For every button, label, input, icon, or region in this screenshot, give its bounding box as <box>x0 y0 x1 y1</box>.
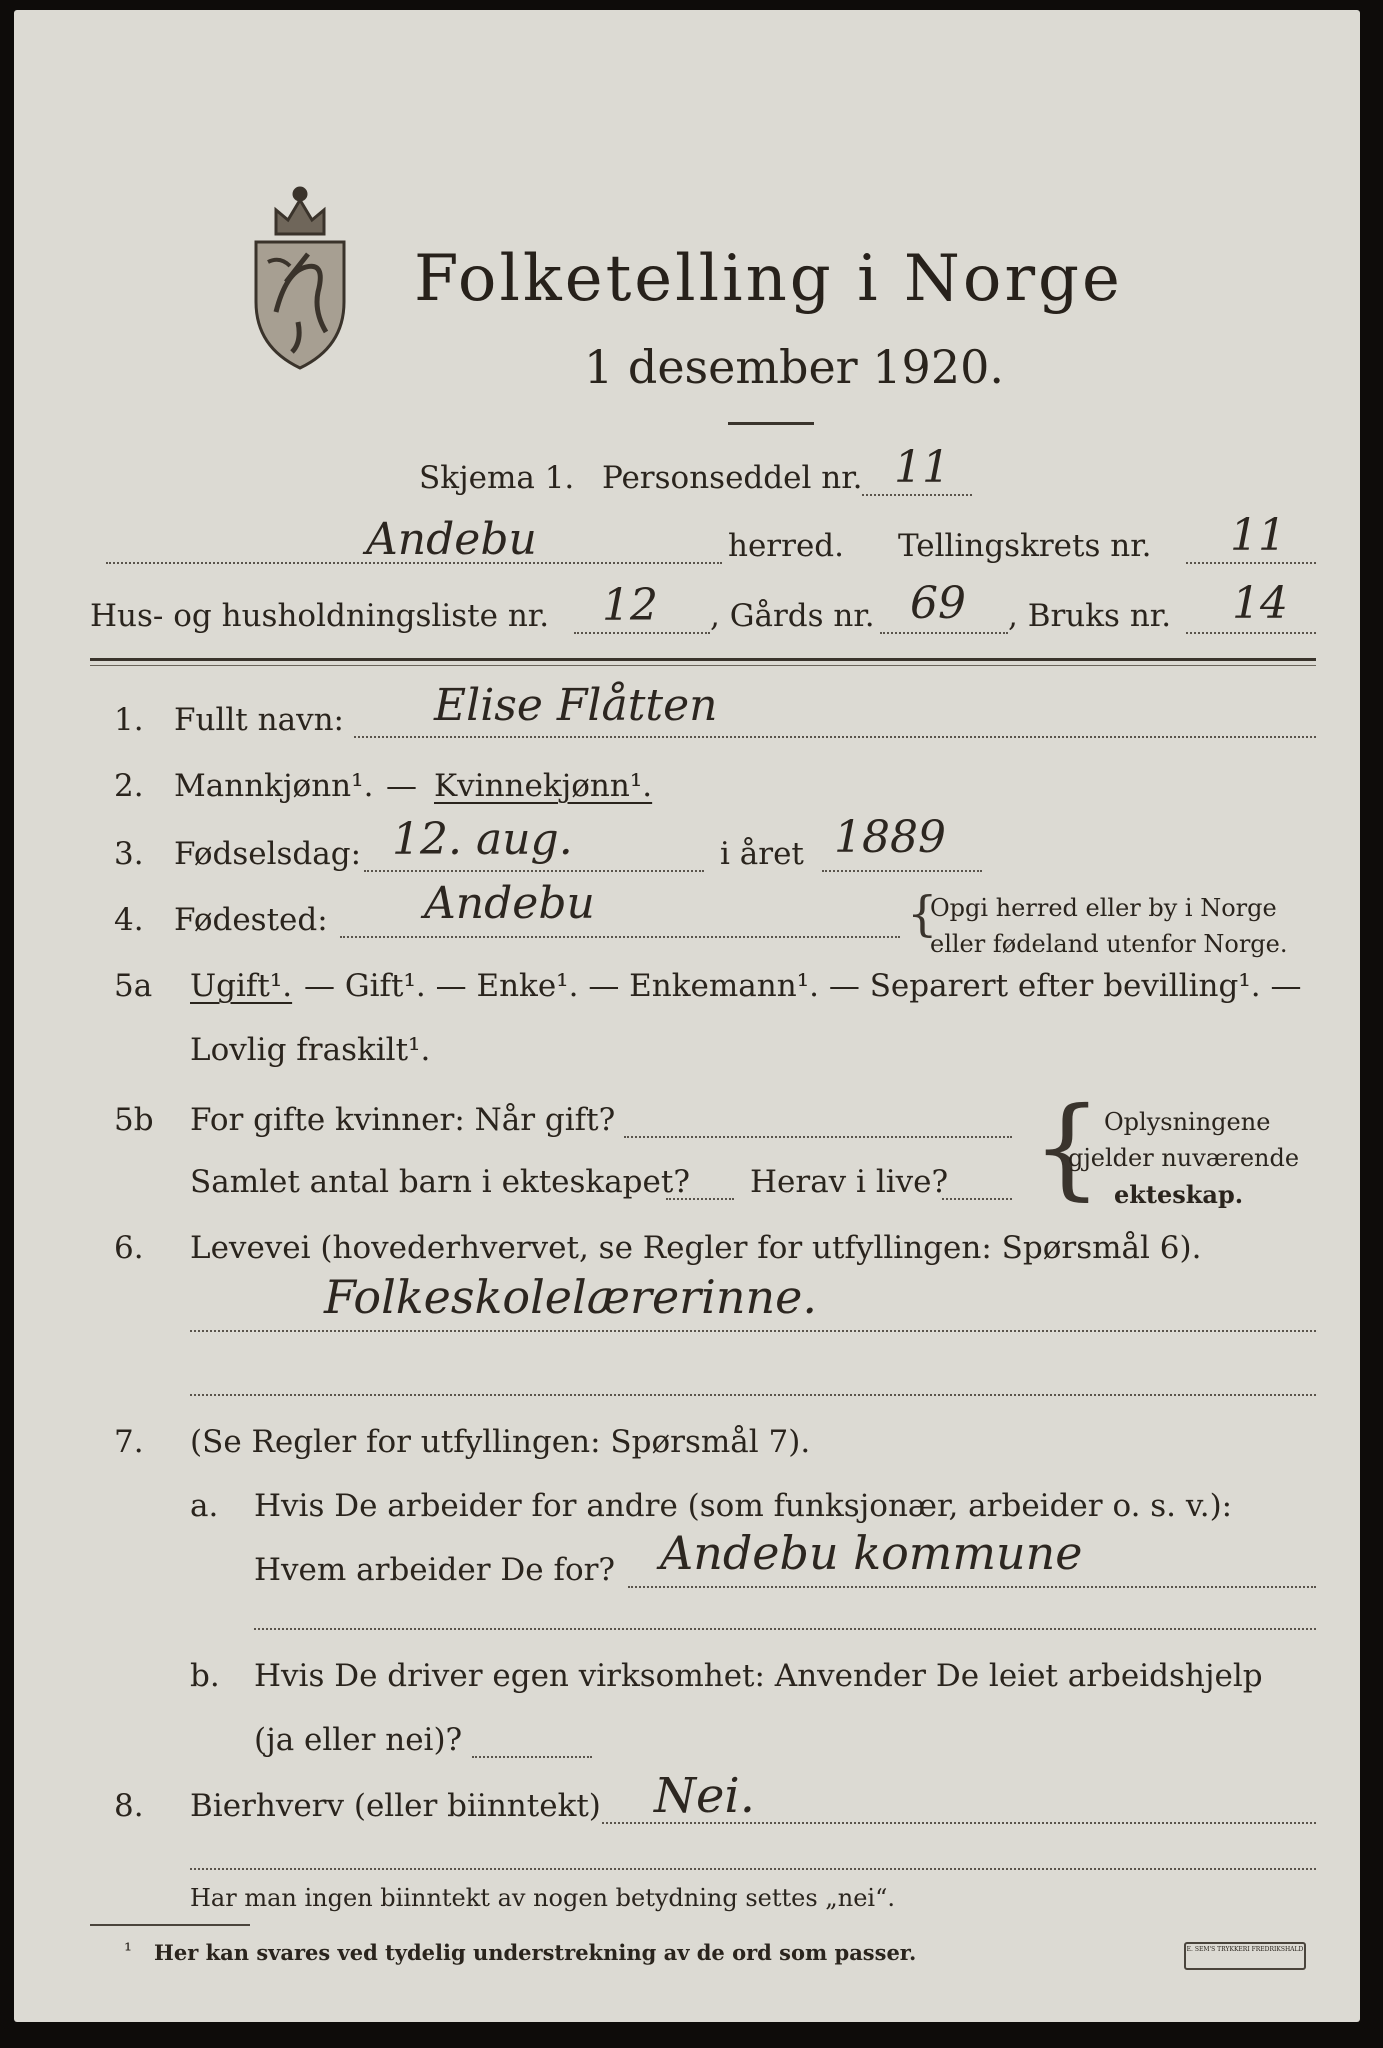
q4-number: 4. <box>114 902 144 938</box>
q4-note-2: eller fødeland utenfor Norge. <box>930 930 1288 958</box>
footnote-text: Her kan svares ved tydelig understrekning av de ord som passer. <box>154 1940 917 1965</box>
q1-number: 1. <box>114 702 144 738</box>
q4-note-1: Opgi herred eller by i Norge <box>930 894 1277 922</box>
occupation-value: Folkeskolelærerinne. <box>324 1270 817 1324</box>
q2-female: Kvinnekjønn¹. <box>434 768 653 804</box>
herred-value: Andebu <box>366 514 537 565</box>
q5a-line2: Lovlig fraskilt¹. <box>190 1032 431 1068</box>
birthday-value: 12. aug. <box>392 814 573 865</box>
side-income-value: Nei. <box>654 1768 756 1824</box>
bruks-label: , Bruks nr. <box>1008 598 1172 634</box>
q5b-number: 5b <box>114 1102 154 1138</box>
personseddel-number: 11 <box>894 442 950 493</box>
q5a-number: 5a <box>114 968 153 1004</box>
skjema-label: Skjema 1. <box>419 460 575 496</box>
q5b-line2a: Samlet antal barn i ekteskapet? <box>190 1164 690 1200</box>
footer-note: Har man ingen biinntekt av nogen betydning settes „nei“. <box>190 1884 895 1912</box>
q7b-letter: b. <box>190 1658 220 1694</box>
q3-label: Fødselsdag: <box>174 836 362 872</box>
q4-label: Fødested: <box>174 902 328 938</box>
q2-male: Mannkjønn¹. <box>174 768 374 804</box>
q5b-note-2: gjelder nuværende <box>1068 1144 1300 1172</box>
tellingskrets-number: 11 <box>1230 510 1286 561</box>
q5b-line1: For gifte kvinner: Når gift? <box>190 1102 616 1138</box>
header-double-rule <box>90 658 1316 661</box>
printer-stamp: E. SEM'S TRYKKERI FREDRIKSHALD <box>1184 1942 1306 1970</box>
q1-label: Fullt navn: <box>174 702 344 738</box>
q8-number: 8. <box>114 1788 144 1824</box>
q6-number: 6. <box>114 1230 144 1266</box>
husliste-label: Hus- og husholdningsliste nr. <box>90 598 550 634</box>
q5b-note-3: ekteskap. <box>1114 1180 1244 1209</box>
q7a-line2: Hvem arbeider De for? <box>254 1552 616 1588</box>
form-title: Folketelling i Norge <box>414 242 1123 316</box>
q2-number: 2. <box>114 768 144 804</box>
coat-of-arms-icon <box>246 172 354 372</box>
q2-dash: — <box>386 768 417 804</box>
q5a-options: — Gift¹. — Enke¹. — Enkemann¹. — Separert efter bevilling¹. — <box>304 968 1302 1004</box>
q6-label: Levevei (hovederhvervet, se Regler for utfyllingen: Spørsmål 6). <box>190 1230 1202 1266</box>
q3-year-label: i året <box>720 836 804 872</box>
footnote-mark: ¹ <box>124 1938 133 1962</box>
full-name-value: Elise Flåtten <box>434 680 718 731</box>
q5b-line2b: Herav i live? <box>750 1164 949 1200</box>
birth-year-value: 1889 <box>834 812 946 863</box>
q7-number: 7. <box>114 1424 144 1460</box>
q3-number: 3. <box>114 836 144 872</box>
census-form-sheet: Folketelling i Norge 1 desember 1920. Skjema 1. Personseddel nr. 11 Andebu herred. Tellingskrets nr. 11 Hus- og husholdningsliste nr. 12 , Gårds nr. 69 , Bruks nr. 14 1. Fullt navn: Elise Flåtten 2. Mannkjønn¹. — Kvinnekjønn¹. 3. Fødselsdag: 12. aug. i året 1889 4. Fødested: Andebu { Opgi herred eller by i Norge eller fødeland utenfor Norge. 5a Ugift¹. — Gift¹. — Enke¹. — Enkemann¹. — Separert efter bevilling¹. — Lovlig fraskilt¹. 5b For gifte kvinner: Når gift? Samlet antal barn i ekteskapet? Herav i live? { Oplysningene gjelder nuværende ekteskap. 6. Levevei (hovederhvervet, se Regler for utfyllingen: Spørsmål 6). Folkeskolelærerinne. 7. (Se Regler for utfyllingen: Spørsmål 7). a. Hvis De arbeider for andre (som funksjonær, arbeider o. s. v.): Hvem arbeider De for? Andebu kommune b. Hvis De driver egen virksomhet: Anvender De leiet arbeidshjelp (ja eller nei)? 8. Bierhverv (eller biinntekt) Nei. Har man ingen biinntekt av nogen betydning settes „nei“. ¹ Her kan svares ved tydelig understrekning av de ord som passer. E. SEM'S TRYKKERI FREDRIKSHALD <box>14 10 1360 2022</box>
census-date: 1 desember 1920. <box>584 340 1004 394</box>
personseddel-label: Personseddel nr. <box>602 460 863 496</box>
birthplace-value: Andebu <box>424 878 595 929</box>
herred-label: herred. <box>728 528 844 564</box>
title-divider <box>728 422 814 425</box>
tellingskrets-label: Tellingskrets nr. <box>898 528 1152 564</box>
husliste-number: 12 <box>602 580 658 631</box>
q5a-ugift: Ugift¹. <box>190 968 293 1004</box>
q7-label: (Se Regler for utfyllingen: Spørsmål 7). <box>190 1424 811 1460</box>
q7a-line1: Hvis De arbeider for andre (som funksjonær, arbeider o. s. v.): <box>254 1488 1233 1524</box>
employer-value: Andebu kommune <box>660 1526 1083 1580</box>
q8-label: Bierhverv (eller biinntekt) <box>190 1788 601 1824</box>
gards-number: 69 <box>910 578 966 629</box>
gards-label: , Gårds nr. <box>710 598 875 634</box>
q7b-line2: (ja eller nei)? <box>254 1722 463 1758</box>
bruks-number: 14 <box>1232 578 1288 629</box>
q5b-note-1: Oplysningene <box>1104 1108 1271 1136</box>
q7a-letter: a. <box>190 1488 219 1524</box>
q7b-line1: Hvis De driver egen virksomhet: Anvender De leiet arbeidshjelp <box>254 1658 1263 1694</box>
